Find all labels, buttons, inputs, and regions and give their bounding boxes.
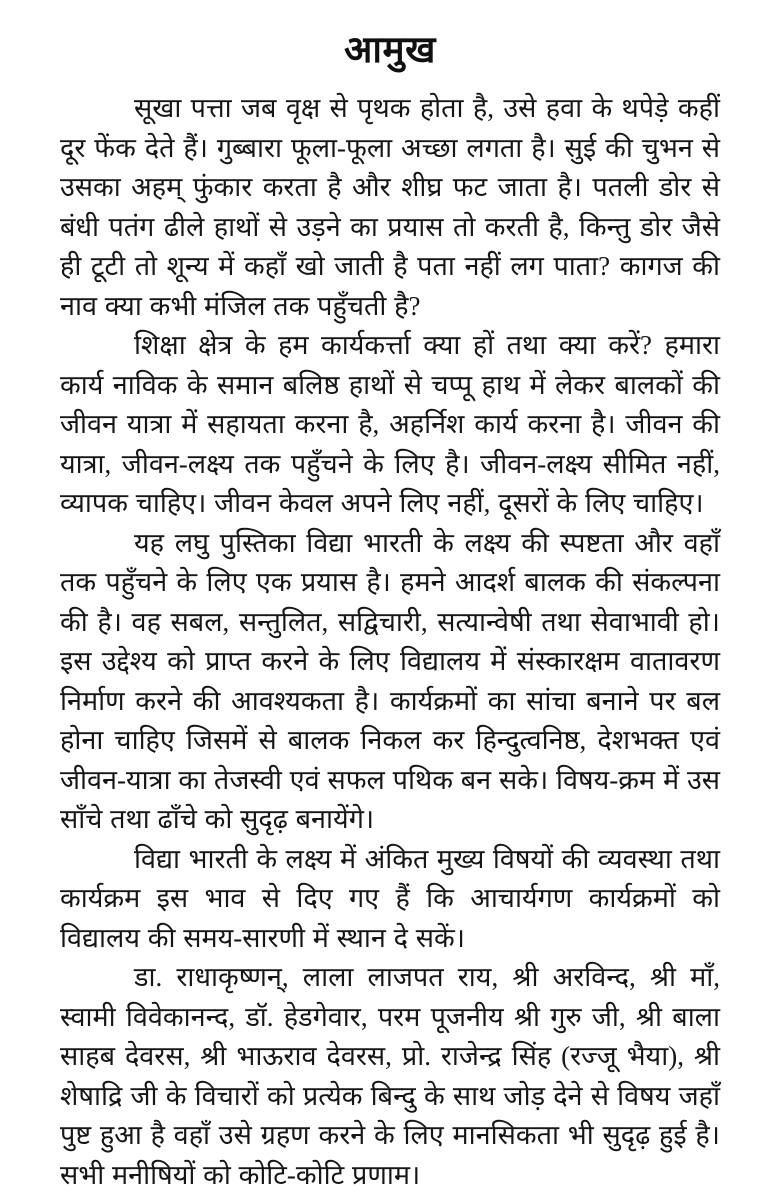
page-title: आमुख	[344, 30, 436, 71]
paragraph-1: सूखा पत्ता जब वृक्ष से पृथक होता है, उसे हवा के थपेड़े कहीं दूर फेंक देते हैं। गुब्बारा फूला-फूला अच्छा लगता है। सुई की चुभन से उसका अहम् फुंकार करता है और शीघ्र फट जाता है। पतली डोर से बंधी पतंग ढीले हाथों से उड़ने का प्रयास तो करती है, किन्तु डोर जैसे ही टूटी तो शून्य में कहाँ खो जाती है पता नहीं लग पाता? कागज की नाव क्या कभी मंजिल तक पहुँचती है?	[60, 93, 720, 321]
paragraph-5: डा. राधाकृष्णन्, लाला लाजपत राय, श्री अरविन्द, श्री माँ, स्वामी विवेकानन्द, डॉ. हेडगेवार, परम पूजनीय श्री गुरु जी, श्री बाला साहब देवरस, श्री भाऊराव देवरस, प्रो. राजेन्द्र सिंह (रज्जू भैया), श्री शेषाद्रि जी के विचारों को प्रत्येक बिन्दु के साथ जोड़ देने से विषय जहाँ पुष्ट हुआ है वहाँ उसे ग्रहण करने के लिए मानसिकता भी सुदृढ़ हुई है। सभी मनीषियों को कोटि-कोटि प्रणाम।	[60, 962, 720, 1190]
paragraph-4: विद्या भारती के लक्ष्य में अंकित मुख्य विषयों की व्यवस्था तथा कार्यक्रम इस भाव से दिए गए हैं कि आचार्यगण कार्यक्रमों को विद्यालय की समय-सारणी में स्थान दे सकें।	[60, 843, 720, 953]
paragraph-2: शिक्षा क्षेत्र के हम कार्यकर्त्ता क्या हों तथा क्या करें? हमारा कार्य नाविक के समान बलिष्ठ हाथों से चप्पू हाथ में लेकर बालकों की जीवन यात्रा में सहायता करना है, अहर्निश कार्य करना है। जीवन की यात्रा, जीवन-लक्ष्य तक पहुँचने के लिए है। जीवन-लक्ष्य सीमित नहीं, व्यापक चाहिए। जीवन केवल अपने लिए नहीं, दूसरों के लिए चाहिए।	[60, 330, 720, 518]
paragraph-3: यह लघु पुस्तिका विद्या भारती के लक्ष्य की स्पष्टता और वहाँ तक पहुँचने के लिए एक प्रयास है। हमने आदर्श बालक की संकल्पना की है। वह सबल, सन्तुलित, सद्विचारी, सत्यान्वेषी तथा सेवाभावी हो। इस उद्देश्य को प्राप्त करने के लिए विद्यालय में संस्कारक्षम वातावरण निर्माण करने की आवश्यकता है। कार्यक्रमों का सांचा बनाने पर बल होना चाहिए जिसमें से बालक निकल कर हिन्दुत्वनिष्ठ, देशभक्त एवं जीवन-यात्रा का तेजस्वी एवं सफल पथिक बन सके। विषय-क्रम में उस साँचे तथा ढाँचे को सुदृढ़ बनायेंगे।	[60, 527, 720, 834]
page-body	[60, 89, 720, 1195]
